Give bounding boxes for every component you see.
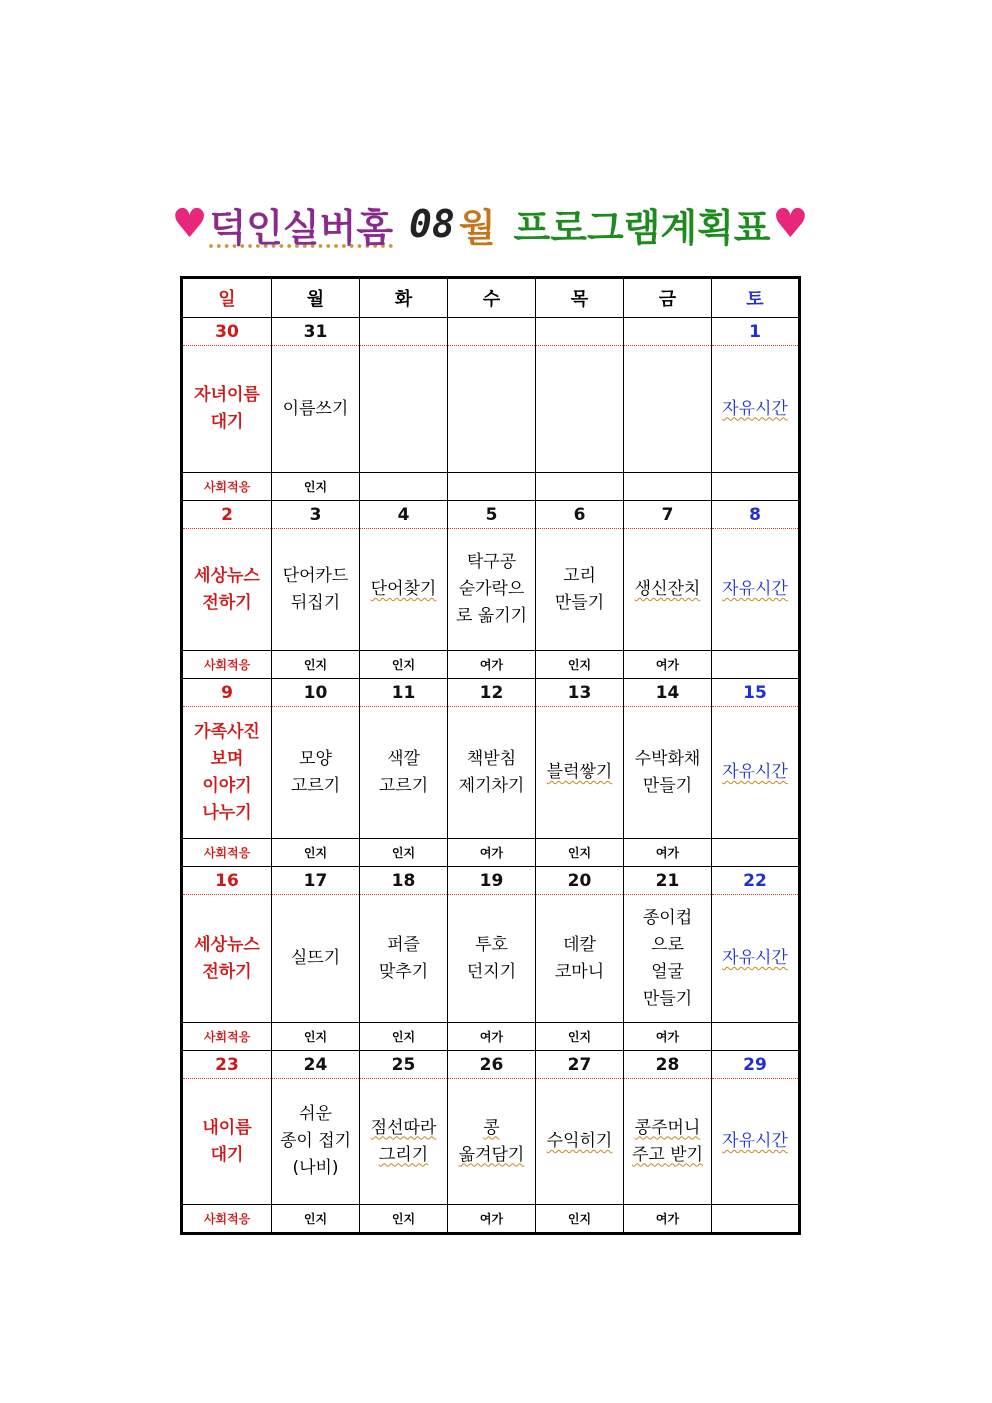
date-number: 26 [448,1051,536,1079]
weekday-tue: 화 [360,278,448,318]
activity-cell [272,346,360,473]
title-month-unit: 월 [458,205,496,250]
date-number: 3 [272,501,360,529]
date-number: 19 [448,867,536,895]
date-number: 15 [712,679,800,707]
activity-cell [182,707,272,839]
category-label [712,1205,800,1234]
date-row [182,501,800,529]
category-label: 인지 [536,651,624,679]
activity-label: 실뜨기 [290,948,341,968]
category-label: 여가 [448,1023,536,1051]
category-row [182,651,800,679]
category-label: 인지 [272,1205,360,1234]
date-number: 31 [272,318,360,346]
activity-cell [182,895,272,1023]
weekday-sat: 토 [712,278,800,318]
category-label: 인지 [272,1023,360,1051]
activity-label: 수박화채 만들기 [634,748,701,796]
weekday-fri: 금 [624,278,712,318]
activity-cell [536,895,624,1023]
activity-label: 블럭쌓기 [546,762,613,782]
category-label: 사회적응 [182,473,272,501]
date-number: 25 [360,1051,448,1079]
category-label: 여가 [624,1205,712,1234]
date-number: 29 [712,1051,800,1079]
activity-cell [712,707,800,839]
category-label: 인지 [536,1023,624,1051]
category-label: 인지 [360,1205,448,1234]
category-label: 사회적응 [182,651,272,679]
date-number: 8 [712,501,800,529]
activity-row [182,1079,800,1205]
activity-label: 투호 던지기 [466,934,517,982]
activity-cell [536,1079,624,1205]
date-number [624,318,712,346]
date-number: 4 [360,501,448,529]
date-number: 16 [182,867,272,895]
activity-cell [448,707,536,839]
activity-label: 세상뉴스 전하기 [194,934,260,982]
activity-cell [624,895,712,1023]
activity-cell [182,1079,272,1205]
activity-label: 자녀이름 대기 [194,385,260,432]
activity-label: 자유시간 [722,398,788,419]
activity-cell [272,707,360,839]
category-label [536,473,624,501]
activity-cell [360,1079,448,1205]
activity-label: 고리 만들기 [554,565,605,613]
date-number [448,318,536,346]
activity-label: 색깔 고르기 [378,748,429,796]
date-number: 20 [536,867,624,895]
page-title [171,192,809,256]
category-label: 사회적응 [182,1023,272,1051]
activity-cell [182,529,272,651]
category-label: 사회적응 [182,1205,272,1234]
category-label [448,473,536,501]
activity-row [182,895,800,1023]
category-label [624,473,712,501]
date-number: 21 [624,867,712,895]
date-number: 9 [182,679,272,707]
activity-cell [360,529,448,651]
activity-label: 단어카드 뒤집기 [282,565,349,613]
activity-cell [536,346,624,473]
category-label: 인지 [360,651,448,679]
activity-label: 가족사진 보며 이야기 나누기 [194,721,260,823]
activity-label: 쉬운 종이 접기 (나비) [279,1104,352,1178]
activity-label: 이름쓰기 [282,398,349,419]
weekday-thu: 목 [536,278,624,318]
activity-cell [624,707,712,839]
date-number: 7 [624,501,712,529]
activity-cell [712,1079,800,1205]
date-number [536,318,624,346]
activity-cell [624,346,712,473]
date-number: 18 [360,867,448,895]
date-number: 10 [272,679,360,707]
date-number [360,318,448,346]
activity-cell [272,895,360,1023]
activity-label: 콩 옮겨담기 [458,1117,525,1165]
activity-label: 모양 고르기 [290,748,341,796]
activity-cell [624,529,712,651]
activity-cell [712,895,800,1023]
date-number: 30 [182,318,272,346]
category-label: 인지 [536,1205,624,1234]
activity-cell [536,707,624,839]
activity-label: 생신잔치 [634,579,701,599]
activity-cell [624,1079,712,1205]
category-label [712,1023,800,1051]
activity-cell [360,895,448,1023]
category-label: 여가 [624,1023,712,1051]
activity-row [182,707,800,839]
category-label: 인지 [272,839,360,867]
date-number: 13 [536,679,624,707]
date-number: 23 [182,1051,272,1079]
category-row [182,1023,800,1051]
activity-label: 자유시간 [722,762,788,782]
activity-cell [272,1079,360,1205]
program-calendar [180,276,801,1235]
date-number: 6 [536,501,624,529]
activity-label: 단어찾기 [370,579,437,599]
date-number: 12 [448,679,536,707]
activity-cell [182,346,272,473]
date-number: 2 [182,501,272,529]
category-label [712,839,800,867]
category-row [182,839,800,867]
date-number: 5 [448,501,536,529]
activity-cell [448,346,536,473]
activity-label: 수익히기 [546,1131,613,1151]
category-label: 여가 [448,839,536,867]
activity-cell [712,529,800,651]
activity-cell [448,895,536,1023]
weekday-mon: 월 [272,278,360,318]
date-number: 22 [712,867,800,895]
activity-cell [448,1079,536,1205]
date-number: 11 [360,679,448,707]
activity-label: 책받침 제기차기 [458,748,525,796]
activity-label: 종이컵 으로 얼굴 만들기 [642,907,693,1009]
category-label [712,473,800,501]
category-label: 인지 [360,839,448,867]
category-label: 인지 [272,651,360,679]
activity-label: 자유시간 [722,948,788,968]
activity-cell [360,707,448,839]
category-label: 여가 [448,651,536,679]
weekday-header-row [182,278,800,318]
date-number: 28 [624,1051,712,1079]
activity-cell [448,529,536,651]
weekday-sun: 일 [182,278,272,318]
activity-cell [712,346,800,473]
activity-label: 콩주머니 주고 받기 [631,1117,704,1165]
date-row [182,867,800,895]
date-number: 27 [536,1051,624,1079]
date-number: 1 [712,318,800,346]
activity-row [182,346,800,473]
category-row [182,1205,800,1234]
activity-label: 자유시간 [722,579,788,599]
title-plan-label: 프로그램계획표 [513,205,771,250]
activity-label: 데칼 코마니 [554,934,605,982]
activity-label: 점선따라 그리기 [370,1117,437,1165]
category-row [182,473,800,501]
title-facility-name: 덕인실버홈 [209,205,394,250]
activity-label: 세상뉴스 전하기 [194,565,260,613]
activity-label: 내이름 대기 [202,1117,252,1165]
date-row [182,679,800,707]
calendar-body [182,318,800,1234]
category-label: 인지 [536,839,624,867]
date-number: 17 [272,867,360,895]
category-label: 여가 [624,651,712,679]
category-label [360,473,448,501]
category-label: 여가 [448,1205,536,1234]
title-month-number: 08 [409,202,455,246]
category-label: 인지 [272,473,360,501]
weekday-wed: 수 [448,278,536,318]
category-label: 여가 [624,839,712,867]
activity-cell [360,346,448,473]
heart-right-icon: ♥ [772,201,809,247]
activity-cell [536,529,624,651]
activity-cell [272,529,360,651]
category-label: 인지 [360,1023,448,1051]
activity-label: 퍼즐 맞추기 [378,934,429,982]
activity-row [182,529,800,651]
category-label: 사회적응 [182,839,272,867]
date-row [182,318,800,346]
date-number: 24 [272,1051,360,1079]
activity-label: 자유시간 [722,1131,788,1151]
category-label [712,651,800,679]
date-number: 14 [624,679,712,707]
activity-label: 탁구공 숟가락으 로 옮기기 [455,552,528,626]
date-row [182,1051,800,1079]
heart-left-icon: ♥ [171,201,208,247]
